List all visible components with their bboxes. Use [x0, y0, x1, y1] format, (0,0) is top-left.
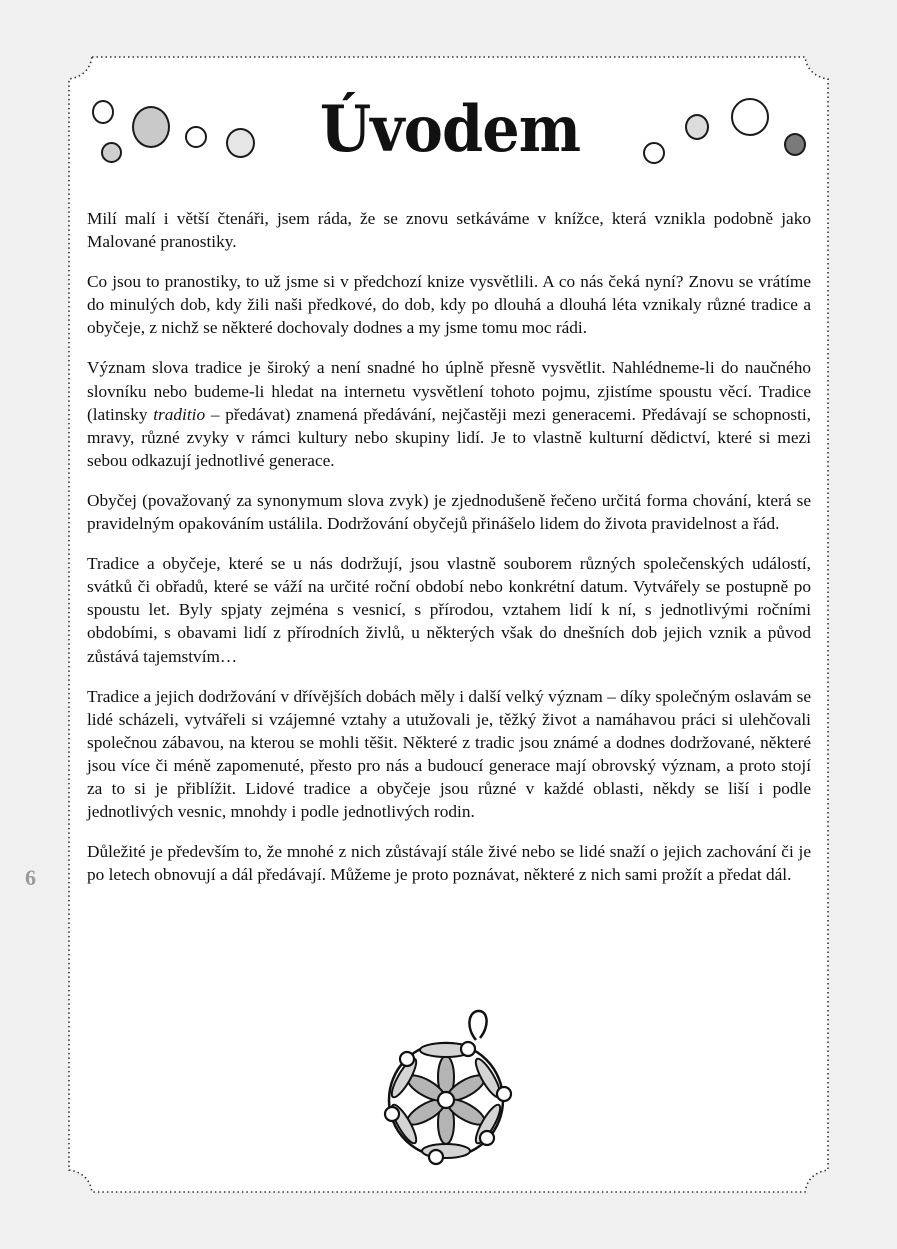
paragraph: Tradice a jejich dodržování v dřívějších dobách měly i další velký význam – díky společným oslavám se lidé scházeli, vytvářeli si vzájemné vztahy a utužovali je, těžký život a namáhavou práci si ulehčovali společnou zábavou, na kterou se mohli těšit. Některé z tradic jsou známé a dodnes dodržované, některé jsou více či méně zapomenuté, přesto pro nás a budoucí generace mají obrovský význam, a proto stojí za to si je přiblížit. Lidové tradice a obyčeje jsou různé v každé oblasti, někdy se liší i podle jednotlivých vesnic, mnohdy i podle jednotlivých rodin.: [87, 686, 811, 822]
latin-term: traditio: [153, 404, 206, 424]
paragraph: Co jsou to pranostiky, to už jsme si v předchozí knize vysvětlili. A co nás čeká nyní? Znovu se vrátíme do minulých dob, kdy žili naši předkové, do dob, kdy po dlouhá a dlouhá léta vznikaly různé tradice a obyčeje, z nichž se některé dochovaly dodnes a my jsme tomu moc rádi.: [87, 272, 811, 338]
bubble-decoration: [92, 100, 114, 124]
bubble-decoration: [643, 142, 665, 164]
intro-text: [87, 207, 811, 903]
paragraph: Důležité je především to, že mnohé z nich zůstávají stále živé nebo se lidé snaží o jejich zachování či je po letech obnovují a dál předávají. Můžeme je proto poznávat, některé z nich sami prožít a předat dál.: [87, 842, 811, 885]
bubble-decoration: [185, 126, 207, 148]
paragraph: [87, 356, 811, 471]
bubble-decoration: [101, 142, 122, 163]
bubble-decoration: [226, 128, 255, 158]
christmas-ornament-icon: [380, 1008, 520, 1168]
paragraph-text: Význam slova tradice je široký a není snadné ho úplně přesně vysvětlit. Nahlédneme-li do naučného slovníku nebo budeme-li hledat na internetu vysvětlení tohoto pojmu, zjistíme spoustu věcí. Tradice (latinsky: [87, 358, 811, 424]
paragraph: Milí malí i větší čtenáři, jsem ráda, že se znovu setkáváme v knížce, která vznikla podobně jako Malované pranostiky.: [87, 209, 811, 252]
bubble-decoration: [784, 133, 806, 156]
paragraph: Tradice a obyčeje, které se u nás dodržují, jsou vlastně souborem různých společenských událostí, svátků či obřadů, které se váží na určité roční období nebo konkrétní datum. Vytvářely se postupně po spoustu let. Byly spjaty zejména s vesnicí, s přírodou, vztahem lidí k ní, s jednotlivými ročními obdobími, s obavami lidí z přírodních živlů, u některých však do dnešních dob jejich vznik a původ zůstává tajemstvím…: [87, 554, 811, 666]
paragraph-text: – předávat) znamená předávání, nejčastěji mezi generacemi. Předávají se schopnosti, mravy, různé zvyky v rámci kultury nebo skupiny lidí. Je to vlastně kulturní dědictví, které si mezi sebou odkazují jednotlivé generace.: [87, 404, 811, 470]
bubble-decoration: [731, 98, 769, 136]
page-number: 6: [25, 865, 36, 890]
bubble-decoration: [132, 106, 170, 148]
page-title: Úvodem: [319, 92, 581, 167]
paragraph: Obyčej (považovaný za synonymum slova zvyk) je zjednodušeně řečeno určitá forma chování, která se pravidelným opakováním ustálila. Dodržování obyčejů přinášelo lidem do života pravidelnost a řád.: [87, 490, 811, 534]
bubble-decoration: [685, 114, 709, 140]
